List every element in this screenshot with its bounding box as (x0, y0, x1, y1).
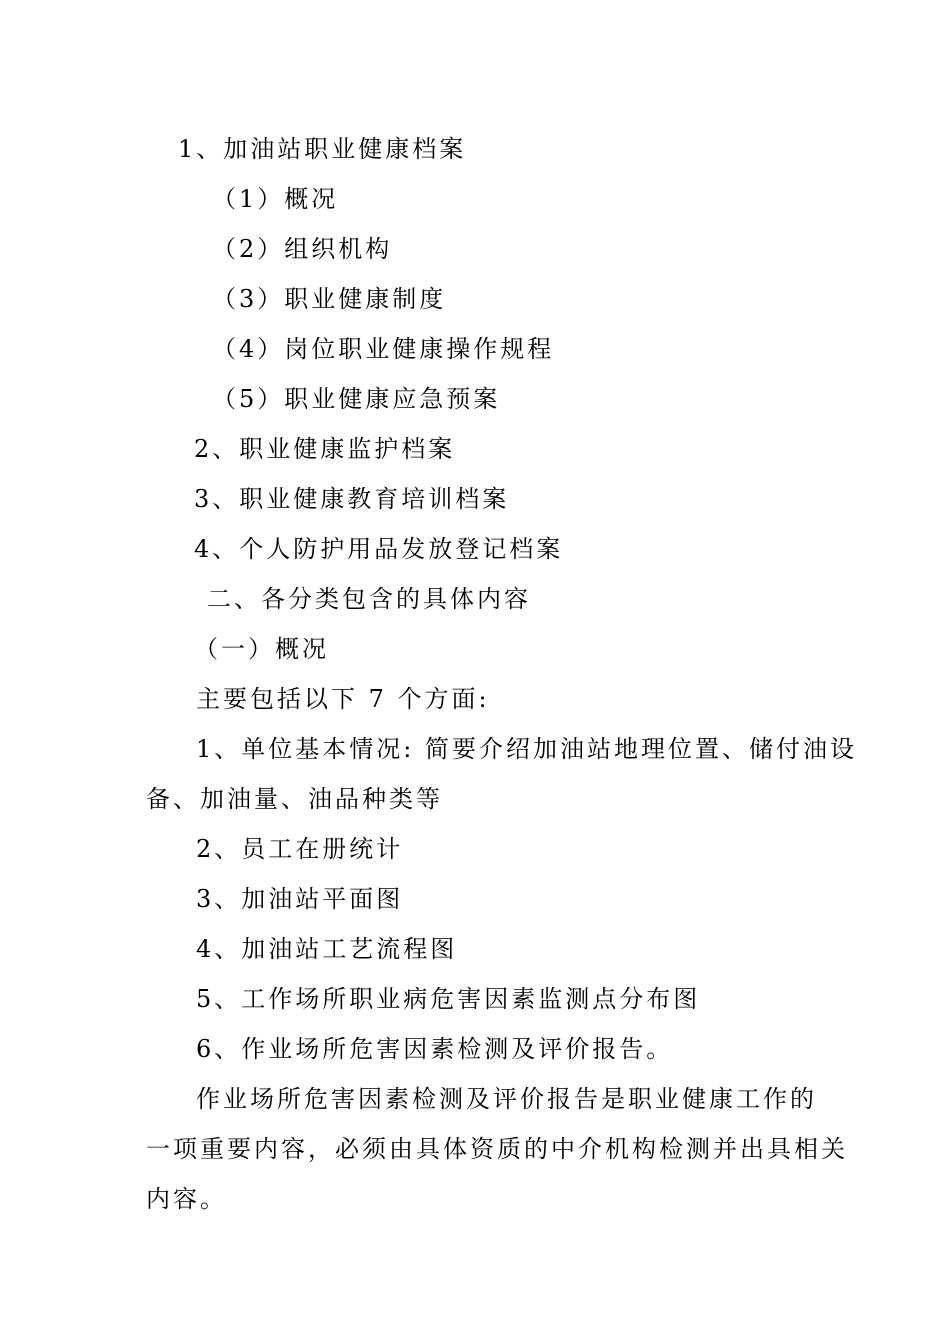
paragraph-line-2: 一项重要内容，必须由具体资质的中介机构检测并出具相关 (146, 1135, 848, 1163)
paragraph-line-1: 作业场所危害因素检测及评价报告是职业健康工作的 (196, 1085, 817, 1113)
list-item-3: 3、加油站平面图 (196, 885, 404, 913)
heading-item-4: 4、个人防护用品发放登记档案 (194, 535, 564, 563)
heading-item-2: 2、职业健康监护档案 (194, 435, 456, 463)
sub-item-2: （2）组织机构 (212, 235, 393, 263)
section-heading: 二、各分类包含的具体内容 (207, 585, 531, 613)
list-item-1-line-1: 1、单位基本情况: 简要介绍加油站地理位置、储付油设 (196, 735, 857, 763)
list-item-6: 6、作业场所危害因素检测及评价报告。 (196, 1035, 674, 1063)
list-item-2: 2、员工在册统计 (196, 835, 404, 863)
sub-item-4: （4）岗位职业健康操作规程 (212, 335, 555, 363)
sub-item-5: （5）职业健康应急预案 (212, 385, 501, 413)
paragraph-intro: 主要包括以下 7 个方面: (196, 685, 490, 713)
sub-item-1: （1）概况 (212, 185, 339, 213)
list-item-1-line-2: 备、加油量、油品种类等 (146, 785, 443, 813)
list-item-5: 5、工作场所职业病危害因素监测点分布图 (196, 985, 701, 1013)
heading-item-1: 1、加油站职业健康档案 (178, 135, 467, 163)
heading-item-3: 3、职业健康教育培训档案 (194, 485, 510, 513)
list-item-4: 4、加油站工艺流程图 (196, 935, 458, 963)
paragraph-line-3: 内容。 (146, 1185, 227, 1213)
subsection-heading: （一）概况 (194, 635, 329, 663)
sub-item-3: （3）职业健康制度 (212, 285, 447, 313)
